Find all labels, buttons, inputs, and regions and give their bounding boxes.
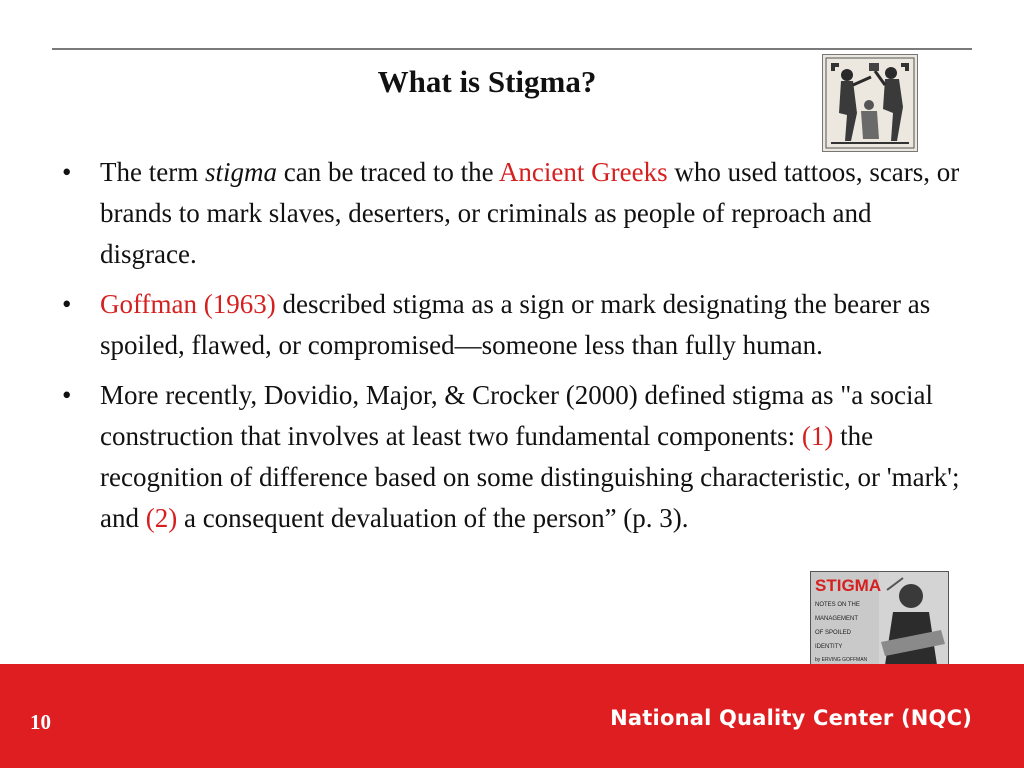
stigma-book-cover-image [810, 571, 949, 666]
bullet-text: a consequent devaluation of the person” (p. 3). [177, 503, 689, 533]
svg-text:MANAGEMENT: MANAGEMENT [815, 616, 859, 622]
book-title-text: STIGMA [815, 576, 882, 595]
svg-text:IDENTITY: IDENTITY [815, 644, 843, 650]
svg-text:NOTES ON THE: NOTES ON THE [815, 602, 860, 608]
bullet-list [62, 152, 967, 548]
greek-vase-image [822, 54, 918, 152]
ancient-greeks-link[interactable]: Ancient Greeks [498, 157, 668, 187]
bullet-marker: • [62, 157, 72, 187]
top-divider [52, 48, 972, 50]
bullet-text: The term [100, 157, 205, 187]
bullet-item-ancient-greeks [62, 152, 967, 275]
page-number: 10 [30, 710, 51, 734]
component-2-marker: (2) [145, 503, 178, 533]
book-author-text: by ERVING GOFFMAN [815, 657, 868, 663]
organization-name: National Quality Center (NQC) [610, 706, 972, 730]
bullet-marker: • [62, 380, 72, 410]
slide-title: What is Stigma? [377, 64, 597, 99]
italic-term: stigma [204, 157, 277, 187]
bullet-text: described stigma as a sign or mark designating the bearer as spoiled, flawed, or compromised—someone less than fully human. [100, 289, 931, 360]
bullet-text: who used tattoos, scars, or brands to mark slaves, deserters, or criminals as people of reproach and disgrace. [100, 157, 960, 269]
component-1-marker: (1) [801, 421, 834, 451]
bullet-text: More recently, Dovidio, Major, & Crocker (2000) defined stigma as "a social construction that involves at least two fundamental components: [100, 380, 933, 451]
bullet-marker: • [62, 289, 72, 319]
bullet-item-dovidio [62, 375, 967, 539]
svg-text:OF SPOILED: OF SPOILED [815, 630, 852, 636]
bullet-text: the recognition of difference based on some distinguishing characteristic, or 'mark'; and [100, 421, 960, 533]
bullet-item-goffman [62, 284, 967, 366]
goffman-link[interactable]: Goffman (1963) [100, 289, 276, 319]
bullet-text: can be traced to the [276, 157, 499, 187]
